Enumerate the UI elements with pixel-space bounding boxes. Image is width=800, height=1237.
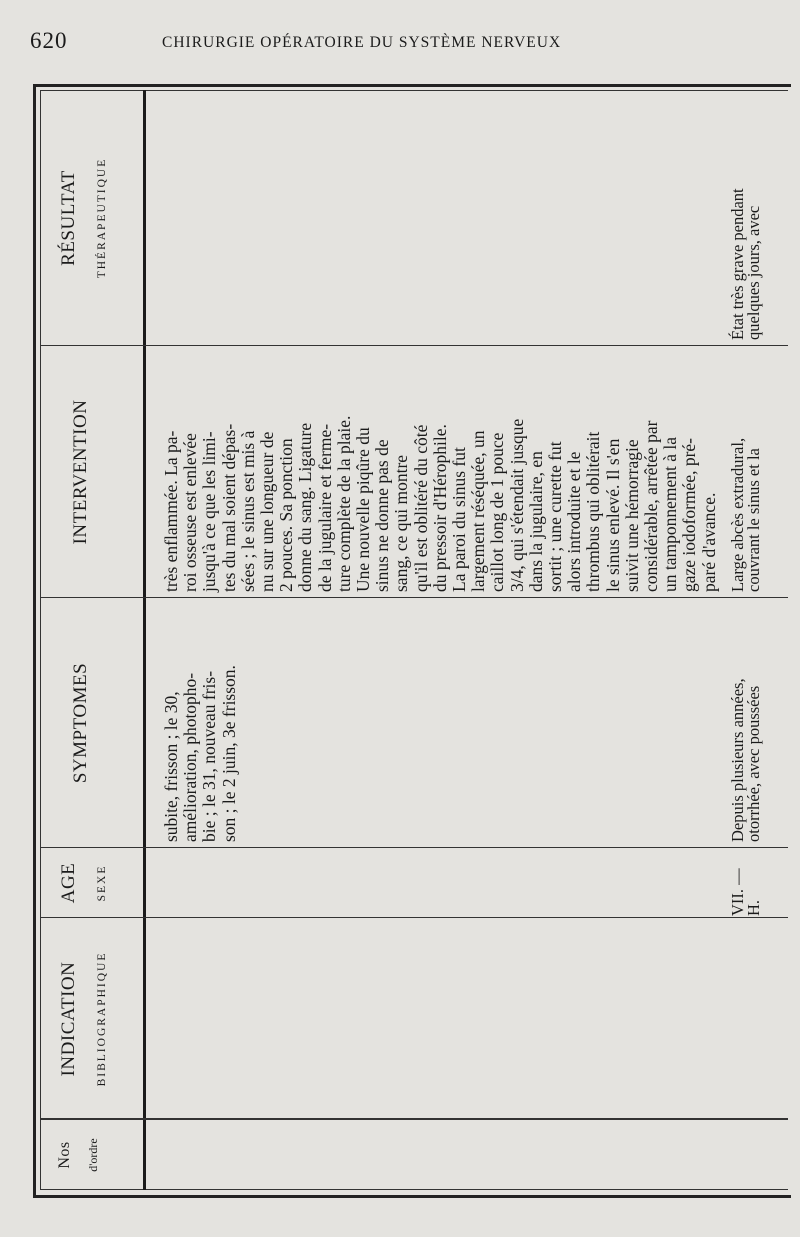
text-line: alors introduite et le: [564, 451, 585, 592]
header-intervention-line1: INTERVENTION: [70, 399, 91, 545]
text-line: sinus ne donne pas de: [372, 439, 393, 592]
text-line: 2 pouces. Sa ponction: [276, 438, 297, 592]
continued-intervention-cell: [162, 348, 719, 592]
text-line: Depuis plusieurs années,: [728, 678, 747, 842]
text-line: son ; le 2 juin, 3e frisson.: [218, 665, 239, 842]
page-number: 620: [30, 28, 68, 53]
text-line: subite, frisson ; le 30,: [161, 691, 181, 842]
header-indication: [40, 918, 143, 1120]
running-head: [30, 28, 760, 60]
text-line: 3/4, qui s'étendait jusque: [506, 418, 527, 592]
column-rule: [40, 1118, 788, 1120]
running-title: CHIRURGIE OPÉRATOIRE DU SYSTÈME NERVEUX: [162, 34, 562, 51]
text-line: couvrant le sinus et la: [744, 448, 763, 592]
header-nos-line2: d'ordre: [86, 1138, 100, 1172]
header-resultat-line2: THÉRAPEUTIQUE: [96, 157, 108, 279]
text-line: sées ; le sinus est mis à: [237, 430, 258, 592]
text-line: roi osseuse est enlevée: [180, 433, 201, 592]
text-line: La paroi du sinus fut: [449, 447, 470, 592]
text-line: État très grave pendant: [728, 188, 747, 340]
header-age-line1: AGE: [58, 862, 79, 904]
row-vii-age-cell: [730, 850, 762, 916]
continued-symptomes-cell: [162, 600, 239, 842]
rotated-table: [40, 90, 788, 1190]
text-line: considérable, arrêtée par: [641, 420, 662, 592]
text-line: bie ; le 31, nouveau fris-: [199, 670, 220, 842]
text-line: le sinus enlevé. Il s'en: [602, 438, 623, 592]
text-line: qu'il est oblitéré du côté: [410, 424, 431, 592]
header-nos: [40, 1120, 143, 1190]
column-rule: [40, 597, 788, 598]
text-line: caillot long de 1 pouce: [487, 432, 508, 592]
text-line: tes du mal soient dépas-: [218, 423, 239, 592]
text-line: paré d'avance.: [698, 492, 719, 592]
text-line: largement réséquée, un: [468, 430, 489, 592]
text-line: donne du sang. Ligature: [295, 422, 316, 592]
text-line: ture complète de la plaie.: [333, 415, 354, 592]
row-vii-symptomes-cell: [730, 600, 762, 842]
header-age-line2: SEXE: [96, 864, 108, 902]
header-indication-line2: BIBLIOGRAPHIQUE: [96, 951, 108, 1087]
header-rule: [143, 90, 146, 1190]
header-symptomes: [40, 598, 143, 848]
column-rule: [40, 847, 788, 848]
text-line: sang, ce qui montre: [391, 454, 412, 592]
text-line: dans la jugulaire, en: [525, 451, 546, 592]
row-vii-resultat-cell: [730, 100, 762, 340]
header-age: [40, 848, 143, 918]
header-symptomes-line1: SYMPTOMES: [70, 662, 91, 784]
text-line: un tamponnement à la: [660, 436, 681, 592]
header-resultat-line1: RÉSULTAT: [58, 170, 79, 266]
text-line: otorrhée, avec poussées: [744, 685, 763, 842]
header-indication-line1: INDICATION: [58, 961, 79, 1077]
column-rule: [40, 345, 788, 346]
row-vii-sex: H.: [744, 899, 763, 916]
text-line: très enflammée. La pa-: [161, 430, 181, 592]
text-line: Une nouvelle piqûre du: [353, 427, 374, 592]
text-line: suivit une hémorragie: [621, 439, 642, 592]
text-line: jusqu'à ce que les limi-: [199, 431, 220, 592]
text-line: quelques jours, avec: [744, 205, 763, 340]
text-line: gaze iodoformée, pré-: [679, 437, 700, 592]
row-vii-number: VII. —: [728, 868, 747, 916]
header-intervention: [40, 346, 143, 598]
header-resultat: [40, 90, 143, 346]
row-vii-intervention-cell: [730, 348, 762, 592]
column-rule: [40, 917, 788, 918]
text-line: amélioration, photopho-: [180, 672, 201, 842]
text-line: du pressoir d'Hérophile.: [429, 424, 450, 592]
text-line: Large abcès extradural,: [728, 437, 747, 592]
header-nos-line1: Nos: [56, 1141, 73, 1169]
text-line: thrombus qui oblitérait: [583, 431, 604, 592]
text-line: nu sur une longueur de: [257, 431, 278, 592]
text-line: de la jugulaire et ferme-: [314, 423, 335, 592]
text-line: sortit ; une curette fut: [545, 441, 566, 592]
